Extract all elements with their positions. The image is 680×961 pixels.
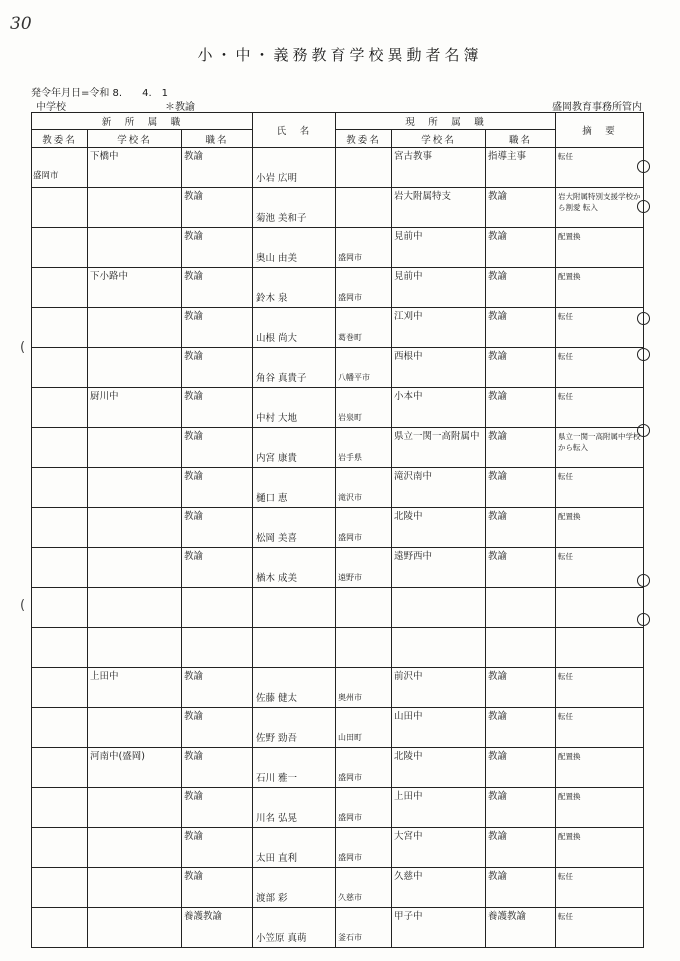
current-board-cell: [336, 428, 392, 468]
current-position-cell: 教諭: [486, 668, 556, 708]
current-board-cell-text: [336, 148, 391, 172]
note-cell: 転任: [556, 348, 644, 388]
current-position-cell: [486, 588, 556, 628]
name-cell: [253, 828, 336, 868]
current-board-cell-text: 盛岡市: [338, 533, 362, 542]
header-current-school: 学校名: [392, 130, 486, 148]
current-school-cell: [392, 628, 486, 668]
name-cell-text: 内宮 康貴: [256, 453, 298, 464]
new-board-cell-text: [32, 388, 87, 409]
current-position-cell: 教諭: [486, 708, 556, 748]
new-position-cell: [182, 588, 253, 628]
name-cell-text: 小笠原 真萌: [256, 933, 307, 944]
new-school-cell: [88, 508, 182, 548]
name-cell: [253, 468, 336, 508]
new-board-cell-text: [32, 588, 87, 609]
new-position-cell: 教諭: [182, 348, 253, 388]
current-board-cell: [336, 148, 392, 188]
header-current-group: 現 所 属 職: [336, 113, 556, 130]
new-board-cell: [32, 188, 88, 228]
current-position-cell: 教諭: [486, 428, 556, 468]
table-row: [32, 628, 644, 668]
name-cell: [253, 188, 336, 228]
current-school-cell: 江刈中: [392, 308, 486, 348]
name-cell: [253, 708, 336, 748]
name-cell: [253, 348, 336, 388]
new-board-cell-text: [32, 468, 87, 489]
note-cell: 転任: [556, 868, 644, 908]
new-position-cell: 教諭: [182, 748, 253, 788]
current-position-cell: 教諭: [486, 788, 556, 828]
name-cell-text: 佐野 勁吾: [256, 733, 298, 744]
current-position-cell: 養護教諭: [486, 908, 556, 948]
table-row: [32, 188, 644, 228]
name-cell-text: 樋口 恵: [256, 493, 288, 504]
new-board-cell-text: [32, 908, 87, 929]
current-position-cell: 教諭: [486, 188, 556, 228]
new-position-cell: 教諭: [182, 708, 253, 748]
current-board-cell: [336, 748, 392, 788]
name-cell: [253, 548, 336, 588]
new-school-cell: [88, 908, 182, 948]
new-board-cell: [32, 788, 88, 828]
table-row: [32, 588, 644, 628]
margin-circle-mark: [637, 160, 650, 173]
name-cell-text: 石川 雅一: [256, 773, 298, 784]
note-cell: 転任: [556, 308, 644, 348]
document-title: 小・中・義務教育学校異動者名簿: [197, 46, 483, 64]
margin-circle-mark: [637, 348, 650, 361]
table-row: [32, 388, 644, 428]
margin-circle-mark: [637, 574, 650, 587]
new-school-cell: [88, 228, 182, 268]
current-board-cell: [336, 868, 392, 908]
new-position-cell: [182, 628, 253, 668]
table-row: [32, 548, 644, 588]
transfer-roster-table: [31, 112, 644, 948]
table-row: [32, 748, 644, 788]
current-board-cell: [336, 668, 392, 708]
current-school-cell: 岩大附属特支: [392, 188, 486, 228]
current-position-cell: [486, 628, 556, 668]
name-cell-text: 小岩 広明: [256, 173, 298, 184]
new-school-cell: [88, 828, 182, 868]
note-cell: 配置換: [556, 228, 644, 268]
current-board-cell-text: 岩泉町: [338, 413, 362, 422]
current-position-cell: 教諭: [486, 268, 556, 308]
margin-circle-mark: [637, 424, 650, 437]
current-board-cell: [336, 388, 392, 428]
current-school-cell: 西根中: [392, 348, 486, 388]
new-board-cell-text: [32, 188, 87, 209]
current-position-cell: 教諭: [486, 468, 556, 508]
new-position-cell: 教諭: [182, 228, 253, 268]
header-new-group: 新 所 属 職: [32, 113, 253, 130]
table-row: [32, 228, 644, 268]
current-position-cell: 教諭: [486, 828, 556, 868]
current-board-cell: [336, 348, 392, 388]
new-school-cell: 下小路中: [88, 268, 182, 308]
current-board-cell: [336, 188, 392, 228]
current-school-cell: 北陵中: [392, 508, 486, 548]
current-position-cell: 教諭: [486, 748, 556, 788]
new-position-cell: 教諭: [182, 868, 253, 908]
new-school-cell: 上田中: [88, 668, 182, 708]
new-school-cell: [88, 628, 182, 668]
new-board-cell-text: [32, 348, 87, 369]
name-cell: [253, 428, 336, 468]
new-board-cell: [32, 828, 88, 868]
current-board-cell: [336, 588, 392, 628]
new-school-cell: [88, 468, 182, 508]
name-cell-text: [253, 628, 335, 650]
new-board-cell: [32, 228, 88, 268]
new-school-cell: [88, 868, 182, 908]
new-board-cell: [32, 668, 88, 708]
current-board-cell-text: 八幡平市: [338, 373, 370, 382]
name-cell: [253, 868, 336, 908]
new-school-cell: 厨川中: [88, 388, 182, 428]
name-cell: [253, 148, 336, 188]
current-school-cell: 山田中: [392, 708, 486, 748]
name-cell-text: 佐藤 健太: [256, 693, 298, 704]
new-board-cell: [32, 748, 88, 788]
new-position-cell: 教諭: [182, 148, 253, 188]
name-cell-text: 鈴木 泉: [256, 293, 288, 304]
table-row: [32, 308, 644, 348]
note-cell: 転任: [556, 388, 644, 428]
note-cell: 岩大附属特別支援学校から割愛 転入: [556, 188, 644, 228]
note-cell: 県立一関一高附属中学校から転入: [556, 428, 644, 468]
header-name: 氏 名: [253, 113, 336, 148]
new-board-cell-text: 盛岡市: [33, 171, 59, 181]
current-board-cell-text: [336, 188, 391, 212]
new-board-cell: [32, 428, 88, 468]
new-board-cell-text: [32, 628, 87, 649]
current-board-cell-text: 盛岡市: [338, 253, 362, 262]
table-row: [32, 268, 644, 308]
current-position-cell: 教諭: [486, 308, 556, 348]
name-cell-text: 角谷 真貴子: [256, 373, 307, 384]
header-new-board: 教委名: [32, 130, 88, 148]
new-school-cell: 下橋中: [88, 148, 182, 188]
current-school-cell: 大宮中: [392, 828, 486, 868]
note-cell: 配置換: [556, 268, 644, 308]
issue-date-label: 発令年月日=令和 8. 4. 1: [31, 88, 169, 99]
current-board-cell-text: 久慈市: [338, 893, 362, 902]
current-school-cell: 小本中: [392, 388, 486, 428]
current-board-cell: [336, 828, 392, 868]
new-school-cell: [88, 308, 182, 348]
current-school-cell: 前沢中: [392, 668, 486, 708]
current-board-cell: [336, 508, 392, 548]
new-board-cell: [32, 348, 88, 388]
note-cell: 転任: [556, 468, 644, 508]
table-row: [32, 468, 644, 508]
table-row: [32, 668, 644, 708]
current-board-cell: [336, 308, 392, 348]
jurisdiction-label: 盛岡教育事務所管内: [552, 102, 642, 113]
current-board-cell: [336, 788, 392, 828]
new-board-cell-text: [32, 548, 87, 569]
current-board-cell-text: 葛巻町: [338, 333, 362, 342]
current-board-cell-text: 奥州市: [338, 693, 362, 702]
current-board-cell: [336, 548, 392, 588]
current-school-cell: 遠野西中: [392, 548, 486, 588]
name-cell: [253, 748, 336, 788]
new-board-cell-text: [32, 428, 87, 449]
name-cell: [253, 788, 336, 828]
current-board-cell: [336, 708, 392, 748]
margin-circle-mark: [637, 312, 650, 325]
new-school-cell: [88, 348, 182, 388]
table-row: [32, 828, 644, 868]
table-row: [32, 708, 644, 748]
header-new-school: 学校名: [88, 130, 182, 148]
new-board-cell-text: [32, 708, 87, 729]
margin-circle-mark: [637, 613, 650, 626]
new-school-cell: [88, 428, 182, 468]
new-school-cell: [88, 548, 182, 588]
name-cell-text: 菊池 美和子: [256, 213, 307, 224]
new-board-cell: [32, 388, 88, 428]
current-school-cell: [392, 588, 486, 628]
current-board-cell-text: 遠野市: [338, 573, 362, 582]
margin-paren-mark: (: [20, 598, 26, 613]
name-cell-text: 楢木 成美: [256, 573, 298, 584]
note-cell: 転任: [556, 148, 644, 188]
name-cell-text: 松岡 美喜: [256, 533, 298, 544]
name-cell: [253, 268, 336, 308]
new-board-cell-text: [32, 748, 87, 769]
new-board-cell-text: [32, 668, 87, 689]
current-school-cell: 見前中: [392, 268, 486, 308]
new-board-cell: [32, 868, 88, 908]
name-cell-text: [253, 588, 335, 610]
table-row: [32, 348, 644, 388]
new-board-cell: [32, 588, 88, 628]
current-position-cell: 教諭: [486, 228, 556, 268]
current-board-cell: [336, 468, 392, 508]
new-school-cell: [88, 588, 182, 628]
table-row: [32, 788, 644, 828]
note-cell: 転任: [556, 668, 644, 708]
new-board-cell-text: [32, 268, 87, 289]
new-board-cell-text: [32, 308, 87, 329]
new-position-cell: 教諭: [182, 308, 253, 348]
new-board-cell: [32, 708, 88, 748]
current-school-cell: 宮古教事: [392, 148, 486, 188]
new-position-cell: 教諭: [182, 388, 253, 428]
new-school-cell: [88, 788, 182, 828]
current-school-cell: 甲子中: [392, 908, 486, 948]
current-school-cell: 県立一関一高附属中: [392, 428, 486, 468]
new-school-cell: [88, 188, 182, 228]
name-cell-text: 川名 弘晃: [256, 813, 298, 824]
new-board-cell: [32, 508, 88, 548]
position-filter-label: ＊教諭: [165, 102, 195, 113]
name-cell: [253, 388, 336, 428]
current-school-cell: 上田中: [392, 788, 486, 828]
current-board-cell-text: 盛岡市: [338, 293, 362, 302]
note-cell: 転任: [556, 548, 644, 588]
new-school-cell: 河南中(盛岡): [88, 748, 182, 788]
new-board-cell-text: [32, 508, 87, 529]
header-note: 摘 要: [556, 113, 644, 148]
current-board-cell: [336, 228, 392, 268]
new-position-cell: 教諭: [182, 668, 253, 708]
note-cell: 配置換: [556, 788, 644, 828]
new-board-cell: [32, 908, 88, 948]
new-position-cell: 養護教諭: [182, 908, 253, 948]
current-board-cell-text: [336, 628, 391, 652]
name-cell-text: 中村 大地: [256, 413, 298, 424]
note-cell: 配置換: [556, 508, 644, 548]
current-position-cell: 教諭: [486, 348, 556, 388]
new-board-cell: [32, 308, 88, 348]
current-board-cell-text: 山田町: [338, 733, 362, 742]
new-position-cell: 教諭: [182, 468, 253, 508]
note-cell: 配置換: [556, 828, 644, 868]
new-board-cell: [32, 548, 88, 588]
note-cell: 転任: [556, 708, 644, 748]
current-board-cell: [336, 908, 392, 948]
table-row: [32, 148, 644, 188]
current-board-cell: [336, 628, 392, 668]
current-board-cell-text: 盛岡市: [338, 773, 362, 782]
name-cell: [253, 228, 336, 268]
note-cell: 転任: [556, 908, 644, 948]
name-cell: [253, 508, 336, 548]
school-type-label: 中学校: [36, 102, 66, 113]
current-position-cell: 教諭: [486, 548, 556, 588]
name-cell-text: 渡部 彩: [256, 893, 288, 904]
new-position-cell: 教諭: [182, 828, 253, 868]
header-new-position: 職名: [182, 130, 253, 148]
table-row: [32, 428, 644, 468]
new-position-cell: 教諭: [182, 548, 253, 588]
new-position-cell: 教諭: [182, 788, 253, 828]
current-school-cell: 見前中: [392, 228, 486, 268]
header-current-board: 教委名: [336, 130, 392, 148]
name-cell: [253, 668, 336, 708]
current-board-cell-text: 盛岡市: [338, 813, 362, 822]
note-cell: [556, 628, 644, 668]
new-board-cell-text: [32, 828, 87, 849]
current-school-cell: 滝沢南中: [392, 468, 486, 508]
current-board-cell-text: 釜石市: [338, 933, 362, 942]
name-cell: [253, 628, 336, 668]
current-position-cell: 教諭: [486, 868, 556, 908]
new-position-cell: 教諭: [182, 268, 253, 308]
name-cell: [253, 908, 336, 948]
new-board-cell: [32, 148, 88, 188]
name-cell-text: 山根 尚大: [256, 333, 298, 344]
current-position-cell: 指導主事: [486, 148, 556, 188]
table-row: [32, 868, 644, 908]
current-board-cell-text: 岩手県: [338, 453, 362, 462]
current-board-cell: [336, 268, 392, 308]
roster-body: [32, 148, 644, 948]
new-board-cell: [32, 268, 88, 308]
current-board-cell-text: 滝沢市: [338, 493, 362, 502]
note-cell: [556, 588, 644, 628]
new-board-cell-text: [32, 228, 87, 249]
name-cell-text: 太田 直利: [256, 853, 298, 864]
new-board-cell-text: [32, 868, 87, 889]
new-position-cell: 教諭: [182, 428, 253, 468]
current-board-cell-text: [336, 588, 391, 612]
current-position-cell: 教諭: [486, 508, 556, 548]
margin-circle-mark: [637, 200, 650, 213]
name-cell: [253, 308, 336, 348]
table-row: [32, 908, 644, 948]
note-cell: 配置換: [556, 748, 644, 788]
new-board-cell-text: [32, 788, 87, 809]
current-school-cell: 久慈中: [392, 868, 486, 908]
handwritten-page-number: 30: [10, 14, 32, 34]
new-board-cell: [32, 628, 88, 668]
current-board-cell-text: 盛岡市: [338, 853, 362, 862]
margin-paren-mark: (: [20, 340, 26, 355]
new-school-cell: [88, 708, 182, 748]
table-row: [32, 508, 644, 548]
new-position-cell: 教諭: [182, 508, 253, 548]
name-cell-text: 奥山 由美: [256, 253, 298, 264]
current-position-cell: 教諭: [486, 388, 556, 428]
header-current-position: 職名: [486, 130, 556, 148]
current-school-cell: 北陵中: [392, 748, 486, 788]
new-board-cell: [32, 468, 88, 508]
name-cell: [253, 588, 336, 628]
new-position-cell: 教諭: [182, 188, 253, 228]
